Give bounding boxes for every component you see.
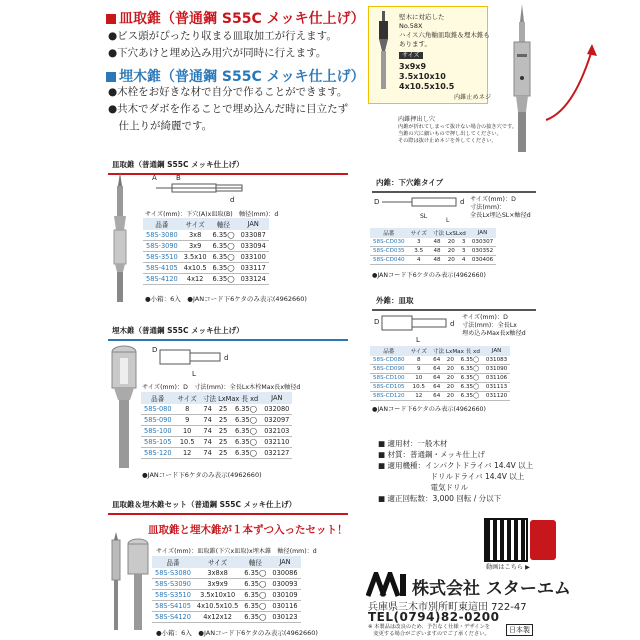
- hss-callout: 堅木に対応した No.58X ハイス六角軸皿取錐＆埋木錐も あります。 サイズ 3x9x9 3.5x10x10 4x10.5x10.5: [368, 6, 488, 104]
- svg-text:L: L: [446, 217, 450, 224]
- title-umeki: 埋木錐（普通鋼 S55C メッキ仕上げ）: [106, 66, 365, 86]
- soto-note: ●JANコード下6ケタのみ表示(4962660): [372, 406, 486, 413]
- svg-text:L: L: [416, 336, 420, 344]
- table-row: 58S-4105 4x10.5 6.35◯ 033117: [143, 263, 269, 274]
- umeki-size-label: サイズ(mm)：D 寸法(mm)：全長Lx木栓Max長x軸径d: [142, 384, 301, 391]
- sara-section-bar: 皿取錐（普通鋼 S55C メッキ仕上げ）: [108, 156, 348, 175]
- bullet-1: ●ビス頭がぴったり収まる皿取加工が行えます。: [108, 30, 337, 42]
- uchi-table: 品番 サイズ 寸法 LxSLxd JAN 58S-CD030 3 48 20 3 030307 58S-CD035 3.5 48 20 3 030352 58S-CD040 4 48 20 4 030406: [370, 228, 496, 265]
- set-drills-image: [102, 532, 154, 634]
- uchi-note: ●JANコード下6ケタのみ表示(4962660): [372, 272, 486, 279]
- umeki-dimension-diagram: [152, 342, 230, 378]
- soto-size-label: サイズ(mm)：D 寸法(mm)：全長Lx 埋め込みMax長x軸径d: [462, 314, 526, 337]
- table-row: 58S-S3090 3x9x9 6.35◯ 030093: [152, 579, 301, 590]
- soto-dimension-diagram: [372, 308, 458, 344]
- svg-text:B: B: [176, 174, 181, 182]
- video-link[interactable]: 動画はこちら ▶: [486, 564, 530, 571]
- title-sarakiri: 皿取錐（普通鋼 S55C メッキ仕上げ）: [106, 8, 365, 28]
- set-size-label: サイズ(mm)：皿取錐(下穴x皿取)x埋木錐 軸径(mm)：d: [156, 548, 317, 555]
- bullet-2: ●下穴あけと埋め込み用穴が同時に行えます。: [108, 47, 327, 59]
- table-row: 58S-CD040 4 48 20 4 030406: [370, 256, 496, 265]
- table-row: 58S-105 10.5 74 25 6.35◯ 032110: [141, 437, 292, 448]
- table-row: 58S-S4105 4x10.5x10.5 6.35◯ 030116: [152, 601, 301, 612]
- svg-text:SL: SL: [420, 213, 428, 220]
- table-row: 58S-S3510 3.5x10x10 6.35◯ 030109: [152, 590, 301, 601]
- svg-text:d: d: [224, 354, 229, 362]
- table-row: 58S-3090 3x9 6.35◯ 033094: [143, 241, 269, 252]
- table-row: 58S-3080 3x8 6.35◯ 033087: [143, 230, 269, 241]
- table-row: 58S-CD105 10.5 64 20 6.35◯ 031113: [370, 383, 510, 392]
- company-address: 兵庫県三木市別所町東這田 722-47: [368, 602, 527, 613]
- set-table: 品番 サイズ 軸径 JAN 58S-S3080 3x8x8 6.35◯ 030086 58S-S3090 3x9x9 6.35◯ 030093 58S-S3510 3.5x10x10 6.35◯ 030109 58S-S4105 4x10.5x10.5 6.35◯ 030116 58S-S4120 4x12x12 6.35◯ 030123: [152, 556, 301, 623]
- uchi-size-label: サイズ(mm)：D 寸法(mm)： 全長Lx埋込SL×軸径d: [470, 196, 531, 219]
- label-eject-hole: 内錐押出し穴: [398, 116, 436, 123]
- svg-text:D: D: [374, 318, 380, 326]
- svg-text:D: D: [374, 198, 380, 206]
- arrow-icon: [538, 42, 608, 122]
- table-row: 58S-120 12 74 25 6.35◯ 032127: [141, 448, 292, 459]
- table-row: 58S-090 9 74 25 6.35◯ 032097: [141, 415, 292, 426]
- svg-text:D: D: [152, 346, 158, 354]
- umeki-note: ●JANコード下6ケタのみ表示(4962660): [142, 471, 262, 479]
- table-row: 58S-CD035 3.5 48 20 3 030352: [370, 247, 496, 256]
- soto-table: 品番 サイズ 寸法 LxMax 長 xd JAN 58S-CD080 8 64 20 6.35◯ 031083 58S-CD090 9 64 20 6.35◯ 031090 58S-CD100 10 64 20 6.35◯ 031106 58S-CD105 10.5 64 20 6.35◯ 031113 58S-CD120 12 64 20 6.35◯ 031120: [370, 346, 510, 401]
- bullets-sarakiri: [108, 28, 337, 62]
- video-thumb-icon: [530, 520, 556, 560]
- umeki-section-bar: 埋木錐（普通鋼 S55C メッキ仕上げ）: [108, 322, 348, 341]
- bullet-4: ●共木でダボを作ることで埋め込んだ時に目立たず: [108, 103, 349, 115]
- company-name: 株式会社 スターエム: [412, 579, 571, 599]
- bullets-umeki: [108, 84, 348, 135]
- sara-note: ●小箱：6入 ●JANコード下6ケタのみ表示(4962660): [145, 295, 307, 303]
- uchi-section-bar: 内錐：下穴錐タイプ: [372, 174, 536, 193]
- uchi-dimension-diagram: [372, 190, 468, 224]
- table-row: 58S-4120 4x12 6.35◯ 033124: [143, 274, 269, 285]
- label-set-screw: 内錐止めネジ: [454, 94, 492, 101]
- table-row: 58S-3510 3.5x10 6.35◯ 033100: [143, 252, 269, 263]
- soto-section-bar: 外錐：皿取: [372, 292, 536, 311]
- size-tag: サイズ: [399, 52, 423, 59]
- table-row: 58S-CD120 12 64 20 6.35◯ 031120: [370, 392, 510, 401]
- bullet-5: 仕上りが綺麗です。: [108, 120, 213, 132]
- table-row: 58S-S4120 4x12x12 6.35◯ 030123: [152, 612, 301, 623]
- sara-table: 品番 サイズ 軸径 JAN 58S-3080 3x8 6.35◯ 033087 58S-3090 3x9 6.35◯ 033094 58S-3510 3.5x10 6.35◯ 033100 58S-4105 4x10.5 6.35◯ 033117 58S-4120 4x12 6.35◯ 033124: [143, 218, 269, 285]
- qr-code-icon[interactable]: [484, 518, 528, 562]
- sara-dimension-diagram: [152, 172, 248, 204]
- set-catchphrase: 皿取錐と埋木錐が１本ずつ入ったセット！: [148, 524, 348, 536]
- set-section-bar: 皿取錐＆埋木錐セット（普通鋼 S55C メッキ仕上げ）: [108, 496, 348, 515]
- svg-text:d: d: [450, 320, 455, 328]
- svg-text:d: d: [460, 198, 465, 206]
- eject-note: 内錐が折れてしまって抜けない場合の抜き穴です。 当錐の穴に細いもので押し出してください。 その際は抜け止めネジを外してください。: [398, 124, 517, 144]
- svg-text:L: L: [192, 370, 196, 378]
- spec-list: ■ 適用材：一般木材 ■ 材質：普通鋼・メッキ仕上げ ■ 適用機種：インパクトドライバ 14.4V 以上 ドリルドライバ 14.4V 以上 電気ドリル ■ 適正回転数：3,000 回転 / 分以下: [378, 439, 534, 503]
- umeki-drill-image: [104, 344, 144, 470]
- company-tel: TEL(0794)82-0200: [368, 610, 500, 624]
- table-row: 58S-100 10 74 25 6.35◯ 032103: [141, 426, 292, 437]
- company-logo-icon: [366, 572, 408, 598]
- disclaimer: ※ 本製品は改良のため、予告なく仕様・デザインを 変更する場合がございますのでご了承ください。: [368, 624, 491, 637]
- hss-drill-icon: [373, 11, 399, 91]
- bullet-3: ●木栓をお好きな材で自分で作ることができます。: [108, 86, 348, 98]
- made-in-badge: 日本製: [506, 624, 533, 636]
- svg-text:d: d: [230, 196, 235, 204]
- table-row: 58S-CD030 3 48 20 3 030307: [370, 238, 496, 247]
- table-row: 58S-CD080 8 64 20 6.35◯ 031083: [370, 356, 510, 365]
- table-row: 58S-CD100 10 64 20 6.35◯ 031106: [370, 374, 510, 383]
- table-row: 58S-CD090 9 64 20 6.35◯ 031090: [370, 365, 510, 374]
- sara-size-label: サイズ(mm)：下穴(A)x皿取(B) 軸径(mm)：d: [145, 211, 279, 218]
- umeki-table: 品番 サイズ 寸法 LxMax 長 xd JAN 58S-080 8 74 25 6.35◯ 032080 58S-090 9 74 25 6.35◯ 032097 58S-100 10 74 25 6.35◯ 032103 58S-105 10.5 74 25 6.35◯ 032110 58S-120 12 74 25 6.35◯ 032127: [141, 392, 292, 459]
- table-row: 58S-S3080 3x8x8 6.35◯ 030086: [152, 568, 301, 579]
- svg-text:A: A: [152, 174, 157, 182]
- table-row: 58S-080 8 74 25 6.35◯ 032080: [141, 404, 292, 415]
- set-note: ●小箱：6入 ●JANコード下6ケタのみ表示(4962660): [156, 629, 318, 637]
- sara-drill-image: [106, 172, 136, 304]
